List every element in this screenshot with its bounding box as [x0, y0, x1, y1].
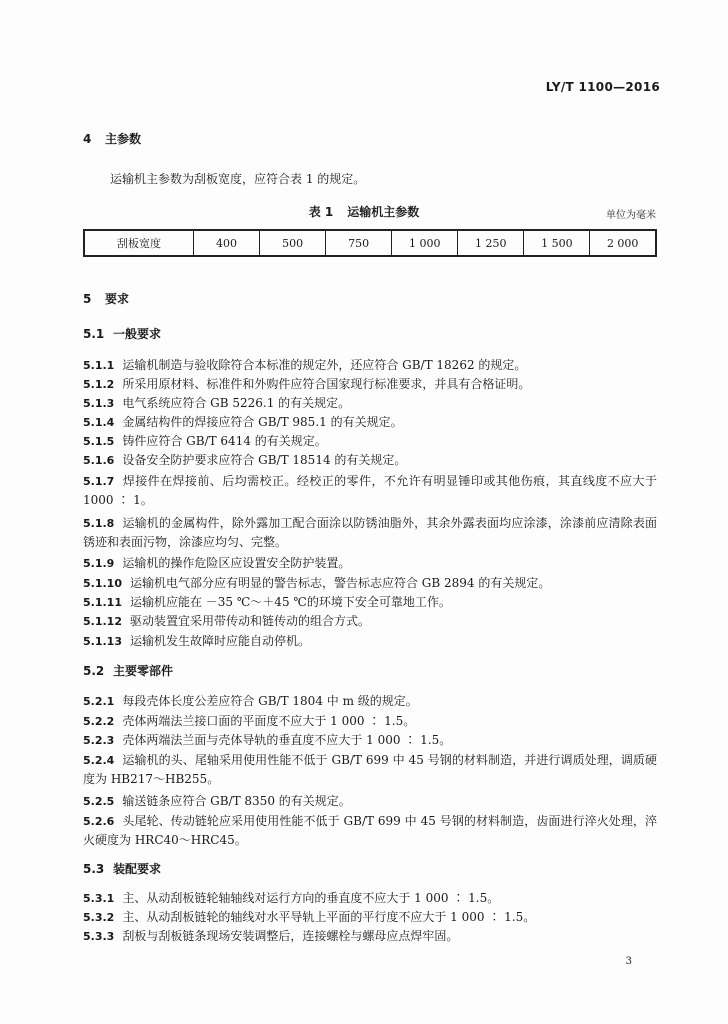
clause-number: 5.3.3: [83, 930, 115, 943]
clause-number: 5.1.3: [83, 397, 115, 410]
main-parameters-table: [83, 229, 657, 257]
section-number: 5: [83, 292, 92, 306]
section-number: 5.1: [83, 327, 105, 341]
clause-text: 运输机的操作危险区应设置安全防护装置。: [122, 556, 351, 570]
clause-number: 5.1.11: [83, 596, 122, 609]
clause-5-1-6: [83, 451, 657, 470]
clause-number: 5.1.10: [83, 577, 122, 590]
section-heading-5: [83, 290, 129, 307]
table-cell: 500: [260, 230, 326, 256]
clause-5-2-6: [83, 812, 657, 850]
section-title: 主要零部件: [113, 664, 174, 678]
clause-number: 5.1.7: [83, 475, 115, 488]
table-cell: 1 500: [524, 230, 590, 256]
clause-5-2-1: [83, 692, 657, 711]
clause-number: 5.1.1: [83, 359, 115, 372]
standard-code: LY/T 1100—2016: [545, 80, 660, 94]
section-title: 一般要求: [113, 327, 162, 341]
clause-number: 5.1.4: [83, 416, 115, 429]
clause-5-1-5: [83, 432, 657, 451]
clause-5-1-2: [83, 375, 657, 394]
section-heading-5-1: [83, 325, 161, 342]
clause-5-1-8: [83, 514, 657, 552]
clause-5-3-1: [83, 889, 657, 908]
clause-number: 5.1.6: [83, 454, 115, 467]
clause-text: 输送链条应符合 GB/T 8350 的有关规定。: [122, 794, 351, 808]
table-cell: 750: [326, 230, 392, 256]
clause-text: 运输机发生故障时应能自动停机。: [129, 634, 310, 648]
clause-text: 驱动装置宜采用带传动和链传动的组合方式。: [129, 614, 370, 628]
clause-number: 5.1.13: [83, 635, 122, 648]
clause-5-1-12: [83, 612, 657, 631]
clause-number: 5.2.1: [83, 695, 115, 708]
clause-number: 5.1.5: [83, 435, 115, 448]
clause-number: 5.2.5: [83, 795, 115, 808]
clause-text: 运输机制造与验收除符合本标准的规定外，还应符合 GB/T 18262 的规定。: [122, 358, 527, 372]
clause-5-1-3: [83, 394, 657, 413]
clause-5-1-4: [83, 413, 657, 432]
clause-text: 头尾轮、传动链轮应采用使用性能不低于 GB/T 699 中 45 号钢的材料制造，齿面进行淬火处理，淬火硬度为 HRC40～HRC45。: [83, 814, 657, 847]
clause-5-2-3: [83, 731, 657, 750]
section-4-paragraph: 运输机主参数为刮板宽度，应符合表 1 的规定。: [110, 172, 366, 186]
table-cell: 1 250: [458, 230, 524, 256]
table-row: [84, 230, 656, 256]
clause-number: 5.2.2: [83, 715, 115, 728]
clause-number: 5.2.3: [83, 734, 115, 747]
section-number: 5.2: [83, 664, 105, 678]
clause-number: 5.1.12: [83, 615, 122, 628]
clause-text: 金属结构件的焊接应符合 GB/T 985.1 的有关规定。: [122, 415, 403, 429]
clause-5-3-2: [83, 908, 657, 927]
clause-5-2-4: [83, 751, 657, 789]
clause-number: 5.1.9: [83, 557, 115, 570]
clause-number: 5.3.2: [83, 911, 115, 924]
clause-number: 5.2.4: [83, 754, 115, 767]
section-number: 5.3: [83, 862, 105, 876]
clause-5-3-3: [83, 927, 657, 946]
clause-text: 刮板与刮板链条现场安装调整后，连接螺栓与螺母应点焊牢固。: [122, 929, 459, 943]
clause-text: 运输机应能在 －35 ℃～＋45 ℃的环境下安全可靠地工作。: [129, 595, 451, 609]
clause-5-2-2: [83, 712, 657, 731]
clause-number: 5.1.2: [83, 378, 115, 391]
table-row-label: 刮板宽度: [84, 230, 194, 256]
clause-text: 电气系统应符合 GB 5226.1 的有关规定。: [122, 396, 351, 410]
clause-5-1-11: [83, 593, 657, 612]
clause-text: 运输机电气部分应有明显的警告标志，警告标志应符合 GB 2894 的有关规定。: [129, 576, 551, 590]
table-caption-number: 表 1: [308, 205, 334, 219]
clause-5-1-13: [83, 632, 657, 651]
table-caption-title: 运输机主参数: [347, 205, 420, 219]
clause-text: 焊接件在焊接前、后均需校正。经校正的零件，不允许有明显锤印或其他伤痕，其直线度不应大于 1000 ∶ 1。: [83, 474, 657, 507]
table-cell: 2 000: [590, 230, 656, 256]
section-title: 要求: [105, 292, 130, 306]
clause-number: 5.3.1: [83, 892, 115, 905]
table-unit: 单位为毫米: [606, 210, 656, 221]
clause-text: 主、从动刮板链轮轴轴线对运行方向的垂直度不应大于 1 000 ∶ 1.5。: [122, 891, 500, 905]
section-title: 装配要求: [113, 862, 162, 876]
clause-text: 所采用原材料、标准件和外购件应符合国家现行标准要求，并具有合格证明。: [122, 377, 531, 391]
page-number: 3: [625, 956, 632, 967]
section-heading-5-2: [83, 662, 173, 679]
clause-number: 5.1.8: [83, 517, 115, 530]
section-heading-5-3: [83, 860, 161, 877]
section-number: 4: [83, 132, 92, 146]
clause-5-2-5: [83, 792, 657, 811]
clause-text: 运输机的金属构件，除外露加工配合面涂以防锈油脂外，其余外露表面均应涂漆，涂漆前应清除表面锈迹和表面污物，涂漆应均匀、完整。: [83, 516, 657, 549]
clause-text: 壳体两端法兰面与壳体导轨的垂直度不应大于 1 000 ∶ 1.5。: [122, 733, 452, 747]
clause-5-1-7: [83, 472, 657, 510]
clause-number: 5.2.6: [83, 815, 115, 828]
clause-text: 运输机的头、尾轴采用使用性能不低于 GB/T 699 中 45 号钢的材料制造，并进行调质处理，调质硬度为 HB217～HB255。: [83, 753, 657, 786]
clause-text: 铸件应符合 GB/T 6414 的有关规定。: [122, 434, 327, 448]
clause-text: 设备安全防护要求应符合 GB/T 18514 的有关规定。: [122, 453, 407, 467]
clause-5-1-1: [83, 356, 657, 375]
table-cell: 400: [194, 230, 260, 256]
table-cell: 1 000: [392, 230, 458, 256]
clause-5-1-10: [83, 574, 657, 593]
section-heading-4: [83, 130, 141, 147]
clause-text: 主、从动刮板链轮的轴线对水平导轨上平面的平行度不应大于 1 000 ∶ 1.5。: [122, 910, 536, 924]
section-title: 主参数: [105, 132, 142, 146]
clause-5-1-9: [83, 554, 657, 573]
clause-text: 每段壳体长度公差应符合 GB/T 1804 中 m 级的规定。: [122, 694, 418, 708]
clause-text: 壳体两端法兰接口面的平面度不应大于 1 000 ∶ 1.5。: [122, 714, 416, 728]
